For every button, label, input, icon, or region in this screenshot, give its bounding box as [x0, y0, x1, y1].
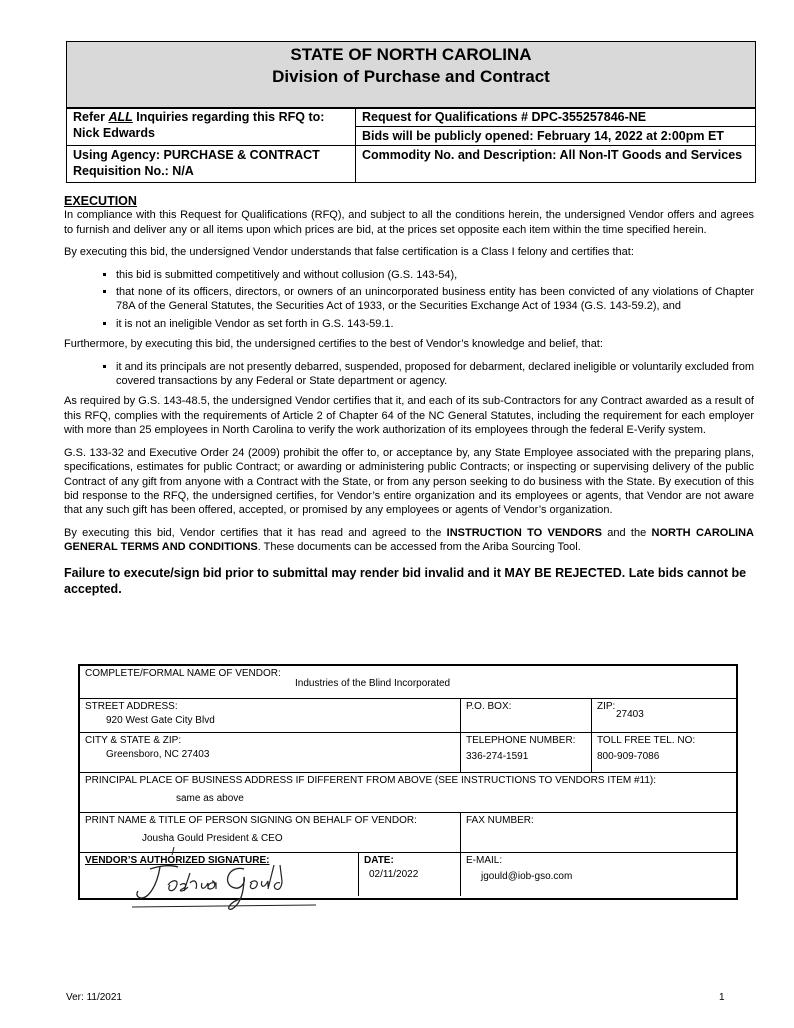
- email-label: E-MAIL:: [466, 855, 503, 866]
- signature-label: VENDOR’S AUTHORIZED SIGNATURE:: [85, 855, 270, 866]
- execution-paragraph-2: By executing this bid, the undersigned Vendor understands that false certification is a Class I felony and certifies that:: [64, 246, 634, 259]
- refer-post-text: Inquiries regarding this RFQ to:: [132, 110, 325, 124]
- vendor-info-box: [78, 664, 738, 900]
- execution-paragraph-5: G.S. 133-32 and Executive Order 24 (2009) prohibit the offer to, or acceptance by, any State Employee associated with the preparing plans, specifications, estimates for public Contract; or awarding or administering public Contracts; or inspecting or supervising delivery of the public Contract of any gift from anyone with a Contract with the State, or from any person seeking to do business with the State. By execution of this bid response to the RFQ, the undersigned certifies, for Vendor’s entire organization and its employees or agents, that Vendor are not aware that any such gift has been offered, accepted, or promised by any employees or agents of Vendor’s organization.: [64, 446, 754, 517]
- debarment-list: [64, 360, 754, 389]
- rfq-number: Request for Qualifications # DPC-355257846-NE: [356, 108, 756, 127]
- vendor-name-row: [80, 666, 736, 699]
- rfq-info-table: [66, 107, 756, 183]
- date-label: DATE:: [364, 855, 394, 866]
- inquiry-cell: [67, 108, 356, 146]
- list-item: ▪ this bid is submitted competitively and without collusion (G.S. 143-54),: [116, 268, 754, 282]
- telephone-value: 336-274-1591: [466, 751, 529, 762]
- p6-text-c: and the: [601, 526, 652, 539]
- street-value: 920 West Gate City Blvd: [106, 715, 215, 726]
- print-name-row: [80, 813, 736, 853]
- toll-free-label: TOLL FREE TEL. NO:: [597, 735, 696, 746]
- signature-row: [80, 853, 736, 896]
- list-item: ▪ it is not an ineligible Vendor as set forth in G.S. 143-59.1.: [116, 317, 754, 331]
- p6-text-a: By executing this bid, Vendor certifies that it has read and agreed to the: [64, 526, 447, 539]
- execution-paragraph-1: In compliance with this Request for Qualifications (RFQ), and subject to all the conditions herein, the undersigned Vendor offers and agrees to furnish and deliver any or all items upon which prices are bid, at the prices set opposite each item within the time specified herein.: [64, 209, 754, 236]
- principal-address-value: same as above: [176, 793, 244, 804]
- date-value: 02/11/2022: [369, 869, 419, 880]
- fax-label: FAX NUMBER:: [466, 815, 534, 826]
- list-item: ▪ it and its principals are not presently debarred, suspended, proposed for debarment, declared ineligible or voluntarily excluded from covered transactions by any Federal or State department or agency.: [116, 360, 754, 389]
- agency-cell: [67, 146, 356, 183]
- p6-text-e: . These documents can be accessed from the Ariba Sourcing Tool.: [257, 541, 581, 554]
- requisition-number: Requisition No.: N/A: [73, 164, 194, 178]
- vendor-name-label: COMPLETE/FORMAL NAME OF VENDOR:: [85, 668, 281, 679]
- commodity-description: Commodity No. and Description: All Non-IT Goods and Services: [356, 146, 756, 183]
- telephone-label: TELEPHONE NUMBER:: [466, 735, 576, 746]
- po-box-label: P.O. BOX:: [466, 701, 512, 712]
- execution-heading: EXECUTION: [64, 194, 137, 208]
- document-title: STATE OF NORTH CAROLINA: [290, 45, 532, 64]
- zip-value: 27403: [616, 709, 644, 720]
- certification-list: [64, 268, 754, 332]
- rejection-warning: Failure to execute/sign bid prior to submittal may render bid invalid and it MAY BE REJECTED. Late bids cannot be accepted.: [64, 565, 747, 596]
- execution-paragraph-3: Furthermore, by executing this bid, the undersigned certifies to the best of Vendor’s knowledge and belief, that:: [64, 338, 603, 351]
- document-header: [66, 41, 756, 109]
- bids-opened: Bids will be publicly opened: February 14, 2022 at 2:00pm ET: [356, 127, 756, 146]
- execution-paragraph-6: [64, 526, 754, 555]
- toll-free-value: 800-909-7086: [597, 751, 660, 762]
- print-name-label: PRINT NAME & TITLE OF PERSON SIGNING ON BEHALF OF VENDOR:: [85, 815, 417, 826]
- general-terms: NORTH CAROLINA GENERAL TERMS AND CONDITIONS: [64, 526, 754, 554]
- refer-all-text: ALL: [108, 110, 133, 124]
- street-row: [80, 699, 736, 733]
- contact-name: Nick Edwards: [73, 126, 155, 140]
- email-value: jgould@iob-gso.com: [481, 871, 573, 882]
- execution-section: [64, 194, 754, 597]
- city-row: [80, 733, 736, 773]
- city-label: CITY & STATE & ZIP:: [85, 735, 182, 746]
- zip-label: ZIP:: [597, 701, 616, 712]
- handwritten-signature: [132, 859, 332, 911]
- vendor-name-value: Industries of the Blind Incorporated: [295, 678, 451, 689]
- document-subtitle: Division of Purchase and Contract: [272, 67, 550, 86]
- using-agency: Using Agency: PURCHASE & CONTRACT: [73, 148, 320, 162]
- principal-address-label: PRINCIPAL PLACE OF BUSINESS ADDRESS IF DIFFERENT FROM ABOVE (SEE INSTRUCTIONS TO VENDORS ITEM #11):: [85, 775, 657, 786]
- instruction-to-vendors: INSTRUCTION TO VENDORS: [446, 526, 602, 539]
- page-number: 1: [719, 992, 725, 1003]
- street-label: STREET ADDRESS:: [85, 701, 178, 712]
- principal-row: [80, 773, 736, 813]
- version-footer: Ver: 11/2021: [66, 992, 122, 1003]
- city-value: Greensboro, NC 27403: [106, 749, 210, 760]
- refer-text: Refer: [73, 110, 109, 124]
- list-item: ▪ that none of its officers, directors, or owners of an unincorporated business entity has been convicted of any violations of Chapter 78A of the General Statutes, the Securities Act of 1933, or the Securities Exchange Act of 1934 (G.S. 143-59.2), and: [116, 285, 754, 314]
- execution-paragraph-4: As required by G.S. 143-48.5, the undersigned Vendor certifies that it, and each of its sub-Contractors for any Contract awarded as a result of this RFQ, complies with the requirements of Article 2 of Chapter 64 of the NC General Statutes, including the requirement for each employer with more than 25 employees in North Carolina to verify the work authorization of its employees through the federal E-Verify system.: [64, 395, 754, 437]
- print-name-value: Jousha Gould President & CEO: [142, 833, 283, 844]
